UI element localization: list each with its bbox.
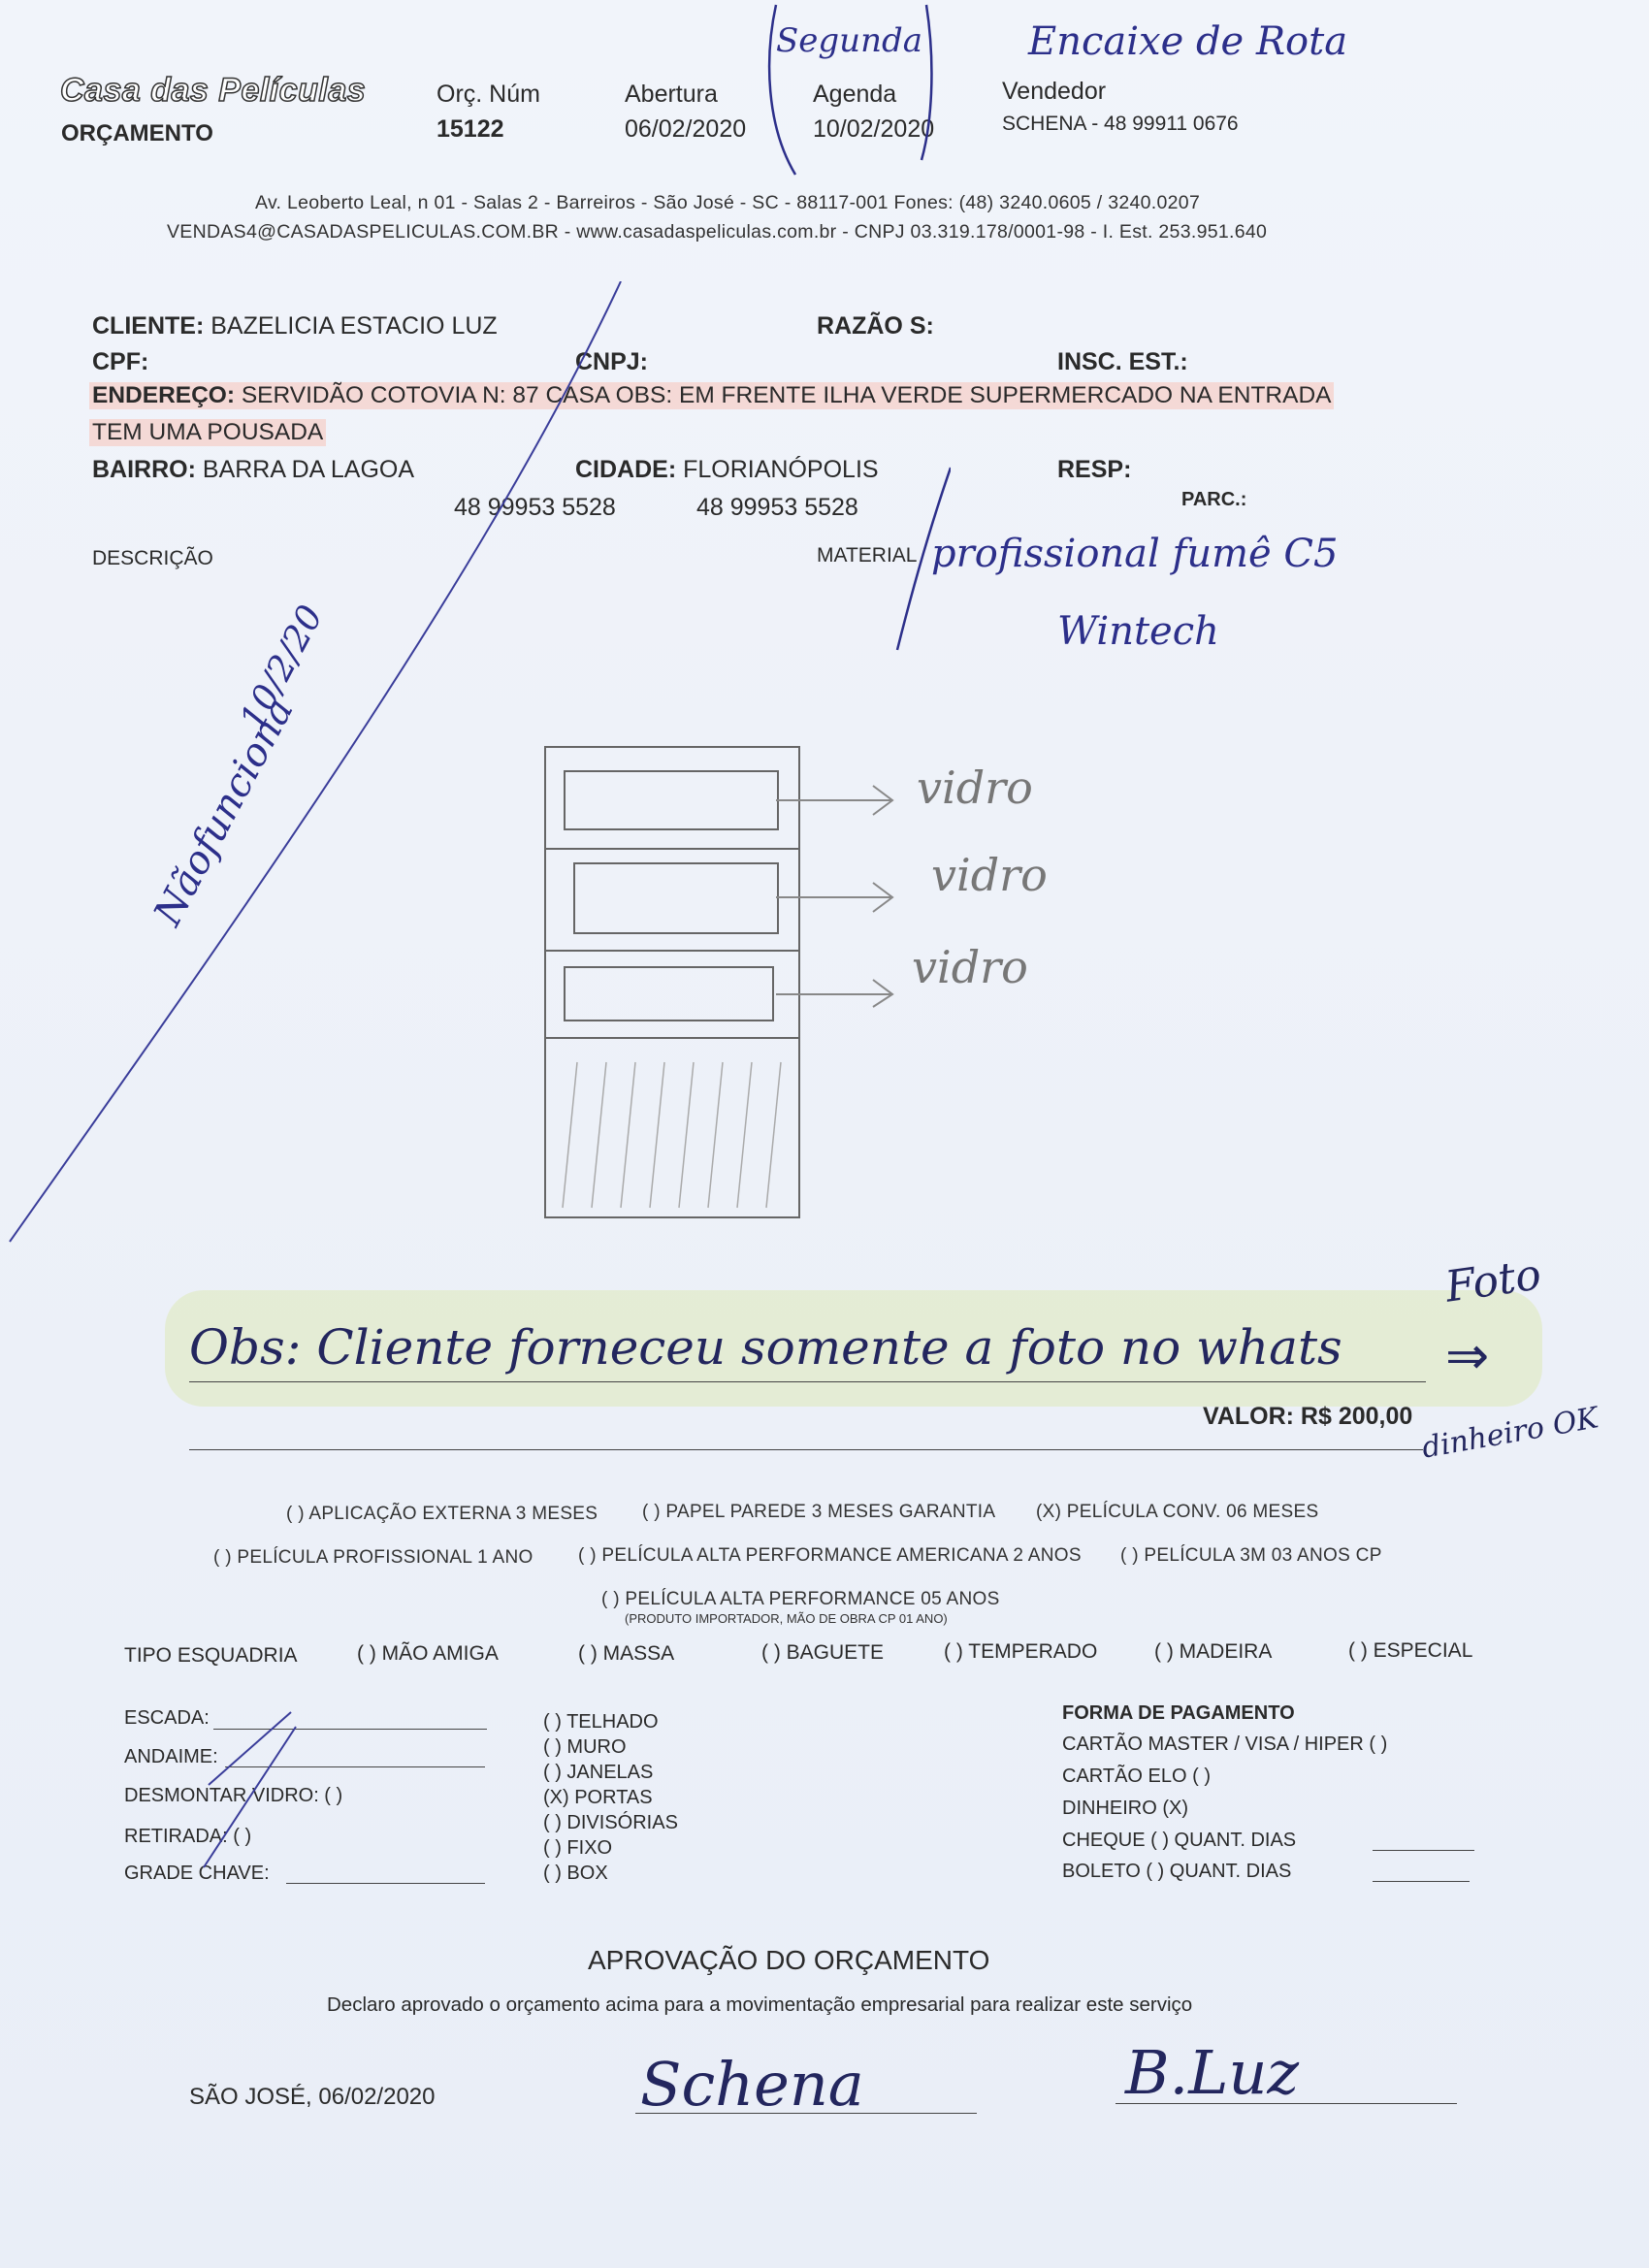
handwritten-encaixe-rota: Encaixe de Rota	[1028, 19, 1348, 64]
dinheiro-note: dinheiro OK	[1419, 1401, 1601, 1466]
agenda-date: 10/02/2020	[813, 115, 935, 143]
phone-2: 48 99953 5528	[696, 494, 858, 521]
cpf-label: CPF:	[92, 348, 149, 375]
option-pelicula-conv: (X) PELÍCULA CONV. 06 MESES	[1036, 1502, 1319, 1522]
handwritten-segunda: Segunda	[776, 21, 923, 60]
cidade-label: CIDADE:	[575, 456, 677, 483]
payment-cartao-elo: CARTÃO ELO ( )	[1062, 1766, 1211, 1787]
descricao-label: DESCRIÇÃO	[92, 547, 213, 569]
place-date: SÃO JOSÉ, 06/02/2020	[189, 2084, 436, 2110]
orc-number: 15122	[436, 115, 504, 143]
material-bracket-mark	[892, 466, 951, 660]
obs-underline	[189, 1381, 1426, 1382]
sketch-label-vidro-1: vidro	[917, 761, 1033, 814]
service-desmontar-vidro: DESMONTAR VIDRO: ( )	[124, 1785, 343, 1806]
boleto-days-line	[1373, 1881, 1470, 1882]
option-aplicacao-externa: ( ) APLICAÇÃO EXTERNA 3 MESES	[286, 1504, 598, 1524]
valor-total: VALOR: R$ 200,00	[1203, 1403, 1413, 1430]
esquadria-temperado: ( ) TEMPERADO	[944, 1640, 1098, 1663]
sketch-arrows	[747, 776, 902, 1009]
service-box: ( ) BOX	[543, 1863, 608, 1884]
signature-line-1	[635, 2113, 977, 2114]
option-pelicula-3m: ( ) PELÍCULA 3M 03 ANOS CP	[1120, 1545, 1382, 1566]
option-pelicula-alta-performance-note: (PRODUTO IMPORTADOR, MÃO DE OBRA CP 01 ANO)	[625, 1611, 948, 1626]
option-pelicula-alta-performance: ( ) PELÍCULA ALTA PERFORMANCE 05 ANOS	[601, 1589, 1000, 1609]
cheque-days-line	[1373, 1850, 1474, 1851]
abertura-label: Abertura	[625, 81, 718, 108]
payment-title: FORMA DE PAGAMENTO	[1062, 1702, 1295, 1724]
parc-label: PARC.:	[1181, 489, 1247, 510]
service-fixo: ( ) FIXO	[543, 1837, 613, 1859]
doc-type: ORÇAMENTO	[61, 120, 213, 146]
service-andaime: ANDAIME:	[124, 1746, 218, 1767]
service-retirada: RETIRADA: ( )	[124, 1826, 252, 1847]
company-contact: VENDAS4@CASADASPELICULAS.COM.BR - www.casadaspeliculas.com.br - CNPJ 03.319.178/0001-98 - I. Est. 253.951.640	[167, 221, 1268, 243]
arrow-mark: ⇒	[1445, 1327, 1490, 1385]
payment-cheque: CHEQUE ( ) QUANT. DIAS	[1062, 1830, 1297, 1851]
payment-dinheiro: DINHEIRO (X)	[1062, 1798, 1188, 1819]
orc-label: Orç. Núm	[436, 81, 540, 108]
abertura-date: 06/02/2020	[625, 115, 747, 143]
foto-note: Foto	[1441, 1249, 1544, 1312]
cidade-value: FLORIANÓPOLIS	[683, 456, 879, 483]
approval-declaration: Declaro aprovado o orçamento acima para a movimentação empresarial para realizar este serviço	[327, 1993, 1193, 2016]
service-portas: (X) PORTAS	[543, 1787, 653, 1808]
logo: Casa das Películas	[60, 72, 367, 109]
vendedor-value: SCHENA - 48 99911 0676	[1002, 113, 1239, 135]
payment-boleto: BOLETO ( ) QUANT. DIAS	[1062, 1861, 1292, 1882]
esquadria-label: TIPO ESQUADRIA	[124, 1644, 298, 1667]
esquadria-especial: ( ) ESPECIAL	[1348, 1639, 1473, 1662]
obs-handwritten: Obs: Cliente forneceu somente a foto no whats	[189, 1319, 1342, 1376]
esquadria-massa: ( ) MASSA	[578, 1642, 675, 1665]
esquadria-mao-amiga: ( ) MÃO AMIGA	[357, 1642, 499, 1665]
signature-line-2	[1116, 2103, 1457, 2104]
resp-label: RESP:	[1057, 456, 1132, 483]
esquadria-madeira: ( ) MADEIRA	[1154, 1640, 1273, 1663]
service-escada: ESCADA:	[124, 1707, 210, 1729]
service-janelas: ( ) JANELAS	[543, 1762, 654, 1783]
service-grade-chave: GRADE CHAVE:	[124, 1863, 270, 1884]
cnpj-label: CNPJ:	[575, 348, 649, 375]
insc-est-label: INSC. EST.:	[1057, 348, 1188, 375]
option-papel-parede: ( ) PAPEL PAREDE 3 MESES GARANTIA	[642, 1502, 996, 1522]
service-telhado: ( ) TELHADO	[543, 1711, 659, 1733]
signature-schena: Schena	[640, 2049, 864, 2120]
phone-1: 48 99953 5528	[454, 494, 616, 521]
option-pelicula-americana: ( ) PELÍCULA ALTA PERFORMANCE AMERICANA 2 ANOS	[578, 1545, 1082, 1566]
razao-label: RAZÃO S:	[817, 312, 934, 340]
cliente-name: BAZELICIA ESTACIO LUZ	[210, 312, 498, 340]
agenda-circle-mark	[757, 0, 951, 184]
esquadria-baguete: ( ) BAGUETE	[761, 1641, 885, 1664]
services-strike-mark	[194, 1707, 310, 1872]
service-muro: ( ) MURO	[543, 1736, 627, 1758]
cliente-label: CLIENTE:	[92, 312, 205, 340]
company-address: Av. Leoberto Leal, n 01 - Salas 2 - Barreiros - São José - SC - 88117-001 Fones: (48) 3240.0605 / 3240.0207	[255, 192, 1201, 213]
agenda-label: Agenda	[813, 81, 897, 108]
bairro-label: BAIRRO:	[92, 456, 196, 483]
grade-chave-line	[286, 1883, 485, 1884]
bairro-value: BARRA DA LAGOA	[202, 456, 415, 483]
side-note-date: 10/2/20	[233, 599, 332, 737]
endereco-label: ENDEREÇO:	[92, 382, 236, 408]
endereco-line2: TEM UMA POUSADA	[89, 419, 326, 446]
material-handwritten-1: profissional fumê C5	[931, 532, 1339, 576]
endereco-line1: SERVIDÃO COTOVIA N: 87 CASA OBS: EM FRENTE ILHA VERDE SUPERMERCADO NA ENTRADA	[241, 382, 1332, 408]
service-divisorias: ( ) DIVISÓRIAS	[543, 1812, 678, 1833]
valor-underline	[189, 1449, 1423, 1450]
side-note-signature: Nãofunciona	[146, 691, 303, 933]
option-pelicula-profissional: ( ) PELÍCULA PROFISSIONAL 1 ANO	[213, 1547, 534, 1568]
vendedor-label: Vendedor	[1002, 78, 1107, 105]
material-label: MATERIAL	[817, 544, 918, 567]
approval-title: APROVAÇÃO DO ORÇAMENTO	[588, 1945, 990, 1975]
sketch-label-vidro-3: vidro	[912, 941, 1028, 993]
material-handwritten-2: Wintech	[1057, 609, 1219, 654]
sketch-label-vidro-2: vidro	[931, 849, 1048, 901]
payment-cartao-master: CARTÃO MASTER / VISA / HIPER ( )	[1062, 1733, 1388, 1755]
signature-client: B.Luz	[1125, 2037, 1300, 2108]
